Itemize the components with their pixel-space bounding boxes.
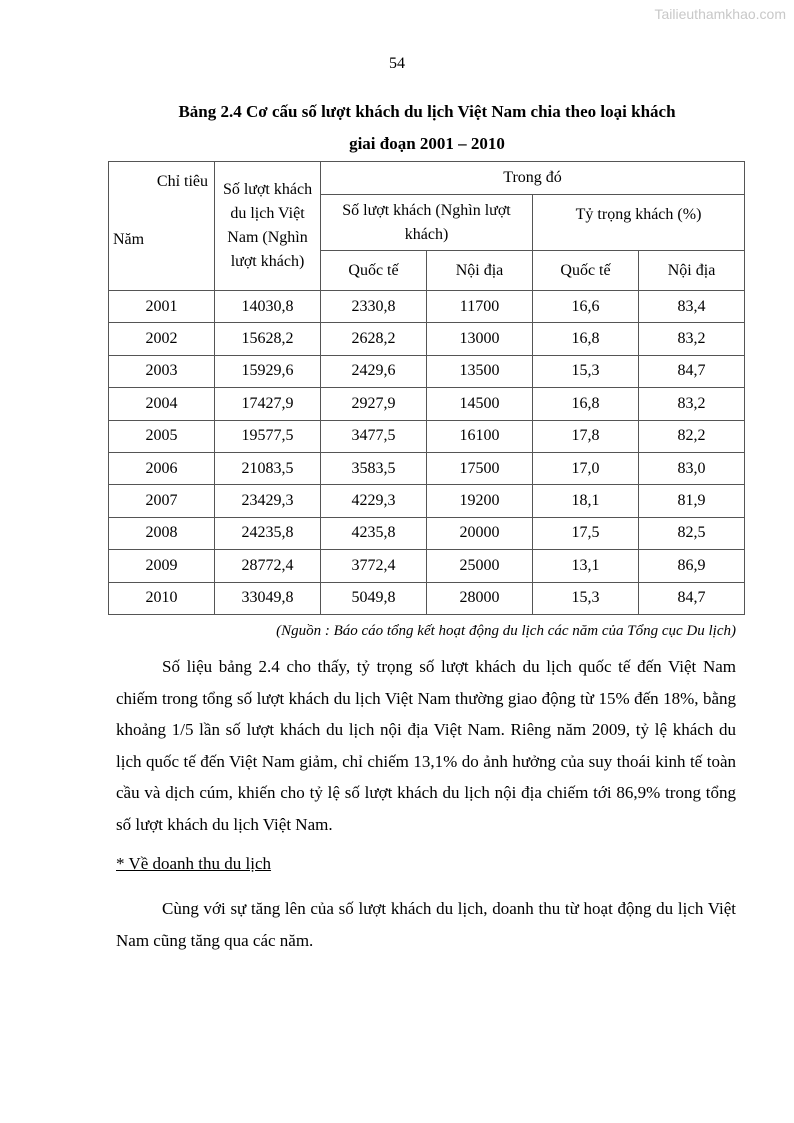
- year-cell: 2009: [109, 550, 215, 582]
- total-cell: 14030,8: [215, 291, 321, 323]
- tourist-table: [108, 161, 745, 615]
- table-row: [109, 420, 745, 452]
- year-cell: 2002: [109, 323, 215, 355]
- page-number: 54: [389, 55, 405, 72]
- intl-share-cell: 17,0: [533, 452, 639, 484]
- total-cell: 24235,8: [215, 517, 321, 549]
- intl-share-cell: 17,5: [533, 517, 639, 549]
- total-cell: 33049,8: [215, 582, 321, 614]
- year-cell: 2001: [109, 291, 215, 323]
- domestic-share-cell: 84,7: [639, 582, 745, 614]
- intl-count-cell: 5049,8: [321, 582, 427, 614]
- total-cell: 23429,3: [215, 485, 321, 517]
- table-row: [109, 485, 745, 517]
- domestic-count-cell: 16100: [427, 420, 533, 452]
- intl-count-cell: 4235,8: [321, 517, 427, 549]
- domestic-share-cell: 82,2: [639, 420, 745, 452]
- domestic-share-cell: 83,2: [639, 323, 745, 355]
- paragraph-analysis: Số liệu bảng 2.4 cho thấy, tỷ trọng số lượt khách du lịch quốc tế đến Việt Nam chiếm trong tổng số lượt khách du lịch Việt Nam thường giao động từ 15% đến 18%, bằng khoảng 1/5 lần số lượt khách du lịch nội địa Việt Nam. Riêng năm 2009, tỷ lệ khách du lịch quốc tế đến Việt Nam giảm, chỉ chiếm 13,1% do ảnh hưởng của suy thoái kinh tế toàn cầu và dịch cúm, khiến cho tỷ lệ số lượt khách du lịch nội địa chiếm tới 86,9% trong tổng số lượt khách du lịch Việt Nam.: [116, 657, 736, 834]
- total-cell: 15929,6: [215, 355, 321, 387]
- domestic-count-cell: 14500: [427, 388, 533, 420]
- domestic-count-cell: 20000: [427, 517, 533, 549]
- table-row: [109, 323, 745, 355]
- total-cell: 15628,2: [215, 323, 321, 355]
- table-title: [110, 96, 744, 160]
- share-header: Tỷ trọng khách (%): [533, 195, 745, 251]
- domestic-share-cell: 81,9: [639, 485, 745, 517]
- domestic-count-header: Nội địa: [427, 251, 533, 291]
- domestic-share-cell: 86,9: [639, 550, 745, 582]
- table-title-line-1: Bảng 2.4 Cơ cấu số lượt khách du lịch Việt Nam chia theo loại khách: [178, 102, 676, 121]
- year-cell: 2006: [109, 452, 215, 484]
- year-cell: 2003: [109, 355, 215, 387]
- year-cell: 2007: [109, 485, 215, 517]
- year-cell: 2008: [109, 517, 215, 549]
- domestic-count-cell: 13500: [427, 355, 533, 387]
- table-title-line-2: giai đoạn 2001 – 2010: [349, 134, 505, 153]
- group-header: Trong đó: [321, 162, 745, 195]
- intl-count-cell: 2429,6: [321, 355, 427, 387]
- total-cell: 21083,5: [215, 452, 321, 484]
- intl-share-cell: 16,8: [533, 388, 639, 420]
- domestic-count-cell: 11700: [427, 291, 533, 323]
- corner-header: [109, 162, 215, 291]
- intl-share-cell: 16,6: [533, 291, 639, 323]
- year-cell: 2010: [109, 582, 215, 614]
- intl-share-header: Quốc tế: [533, 251, 639, 291]
- source-note: (Nguồn : Báo cáo tổng kết hoạt động du lịch các năm của Tổng cục Du lịch): [276, 623, 736, 639]
- domestic-share-cell: 83,0: [639, 452, 745, 484]
- intl-count-cell: 2927,9: [321, 388, 427, 420]
- intl-share-cell: 15,3: [533, 355, 639, 387]
- table-body: [109, 291, 745, 615]
- total-cell: 19577,5: [215, 420, 321, 452]
- intl-count-header: Quốc tế: [321, 251, 427, 291]
- intl-count-cell: 2628,2: [321, 323, 427, 355]
- intl-share-cell: 15,3: [533, 582, 639, 614]
- domestic-share-cell: 82,5: [639, 517, 745, 549]
- year-cell: 2005: [109, 420, 215, 452]
- intl-share-cell: 18,1: [533, 485, 639, 517]
- count-header: Số lượt khách (Nghìn lượt khách): [321, 195, 533, 251]
- table-row: [109, 355, 745, 387]
- intl-count-cell: 3772,4: [321, 550, 427, 582]
- domestic-count-cell: 25000: [427, 550, 533, 582]
- intl-count-cell: 3583,5: [321, 452, 427, 484]
- domestic-share-header: Nội địa: [639, 251, 745, 291]
- intl-count-cell: 3477,5: [321, 420, 427, 452]
- table-row: [109, 582, 745, 614]
- total-cell: 17427,9: [215, 388, 321, 420]
- table-row: [109, 388, 745, 420]
- section-heading: * Về doanh thu du lịch: [116, 854, 272, 873]
- total-cell: 28772,4: [215, 550, 321, 582]
- intl-count-cell: 4229,3: [321, 485, 427, 517]
- intl-count-cell: 2330,8: [321, 291, 427, 323]
- domestic-count-cell: 28000: [427, 582, 533, 614]
- paragraph-revenue: Cùng với sự tăng lên của số lượt khách du lịch, doanh thu từ hoạt động du lịch Việt Nam cũng tăng qua các năm.: [116, 899, 736, 950]
- domestic-share-cell: 83,4: [639, 291, 745, 323]
- domestic-count-cell: 17500: [427, 452, 533, 484]
- domestic-share-cell: 84,7: [639, 355, 745, 387]
- corner-header-top: Chỉ tiêu: [156, 173, 208, 190]
- total-header: Số lượt khách du lịch Việt Nam (Nghìn lượt khách): [215, 162, 321, 291]
- intl-share-cell: 13,1: [533, 550, 639, 582]
- intl-share-cell: 17,8: [533, 420, 639, 452]
- corner-header-bottom: Năm: [113, 231, 145, 248]
- table-row: [109, 550, 745, 582]
- table-row: [109, 291, 745, 323]
- domestic-share-cell: 83,2: [639, 388, 745, 420]
- intl-share-cell: 16,8: [533, 323, 639, 355]
- year-cell: 2004: [109, 388, 215, 420]
- domestic-count-cell: 19200: [427, 485, 533, 517]
- table-row: [109, 452, 745, 484]
- table-row: [109, 517, 745, 549]
- domestic-count-cell: 13000: [427, 323, 533, 355]
- watermark: Tailieuthamkhao.com: [654, 6, 786, 22]
